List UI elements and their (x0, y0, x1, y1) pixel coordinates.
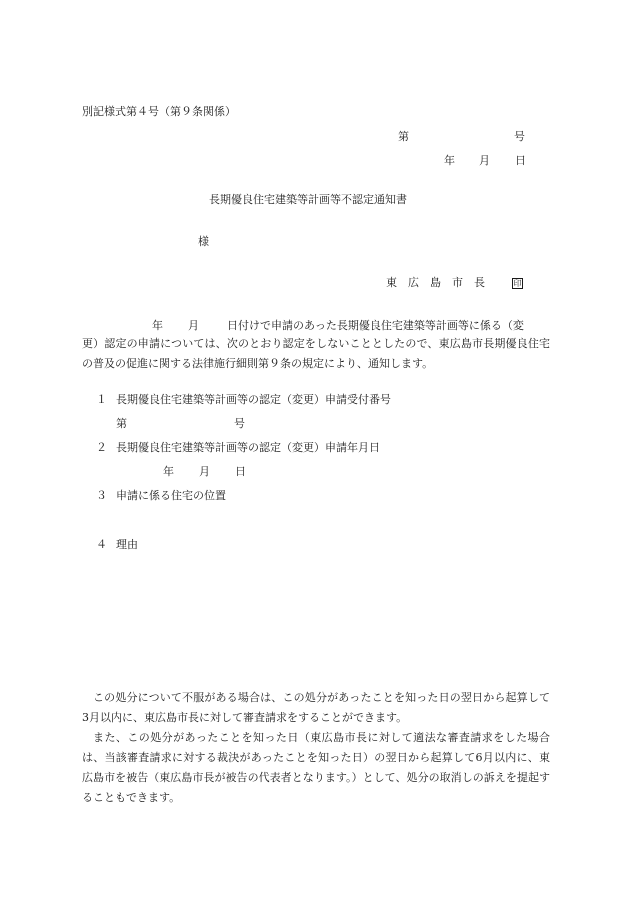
issuer-name-text: 東 広 島 市 長 (386, 276, 485, 289)
item-1-sub-suffix: 号 (234, 417, 245, 430)
notice-paragraph-1: この処分について不服がある場合は、この処分があったことを知った日の翌日から起算して3月以内に、東広島市長に対して審査請求をすることができます。 (82, 691, 550, 724)
item-2-sub-year: 年 (163, 465, 174, 478)
form-reference: 別記様式第４号（第９条関係） (82, 105, 236, 118)
addressee-suffix: 様 (198, 235, 209, 248)
item-4-number: ４ (96, 538, 107, 551)
item-2-sub-day: 日 (235, 465, 246, 478)
item-3-number: ３ (96, 489, 107, 502)
body-year: 年 (152, 319, 163, 332)
doc-date-year: 年 (444, 154, 455, 167)
doc-date-day: 日 (515, 154, 526, 167)
doc-number-suffix: 号 (514, 130, 525, 143)
item-3-label: 申請に係る住宅の位置 (116, 489, 226, 502)
item-4-label: 理由 (116, 538, 138, 551)
body-text-line1: 日付けで申請のあった長期優良住宅建築等計画等に係る（変 (227, 319, 524, 332)
item-2-sub-month: 月 (199, 465, 210, 478)
body-month: 月 (188, 319, 199, 332)
body-text-rest: 更）認定の申請については、次のとおり認定をしないこととしたので、東広島市長期優良住宅の普及の促進に関する法律施行細則第９条の規定により、通知します。 (82, 337, 550, 370)
notice-paragraph-2: また、この処分があったことを知った日（東広島市長に対して適法な審査請求をした場合は、当該審査請求に対する裁決があったことを知った日）の翌日から起算して6月以内に、東広島市を被告（東広島市長が被告の代表者となります。）として、処分の取消しの訴えを提起することもできます。 (82, 731, 550, 804)
item-2-label: 長期優良住宅建築等計画等の認定（変更）申請年月日 (116, 441, 380, 454)
item-2-number: ２ (96, 441, 107, 454)
seal-mark: 印 (513, 278, 522, 288)
document-title: 長期優良住宅建築等計画等不認定通知書 (209, 193, 407, 206)
doc-number-prefix: 第 (398, 130, 409, 143)
doc-date-month: 月 (479, 154, 490, 167)
item-1-label: 長期優良住宅建築等計画等の認定（変更）申請受付番号 (116, 393, 391, 406)
item-1-number: １ (96, 393, 107, 406)
item-1-sub-prefix: 第 (116, 417, 127, 430)
issuer-name (386, 277, 523, 289)
